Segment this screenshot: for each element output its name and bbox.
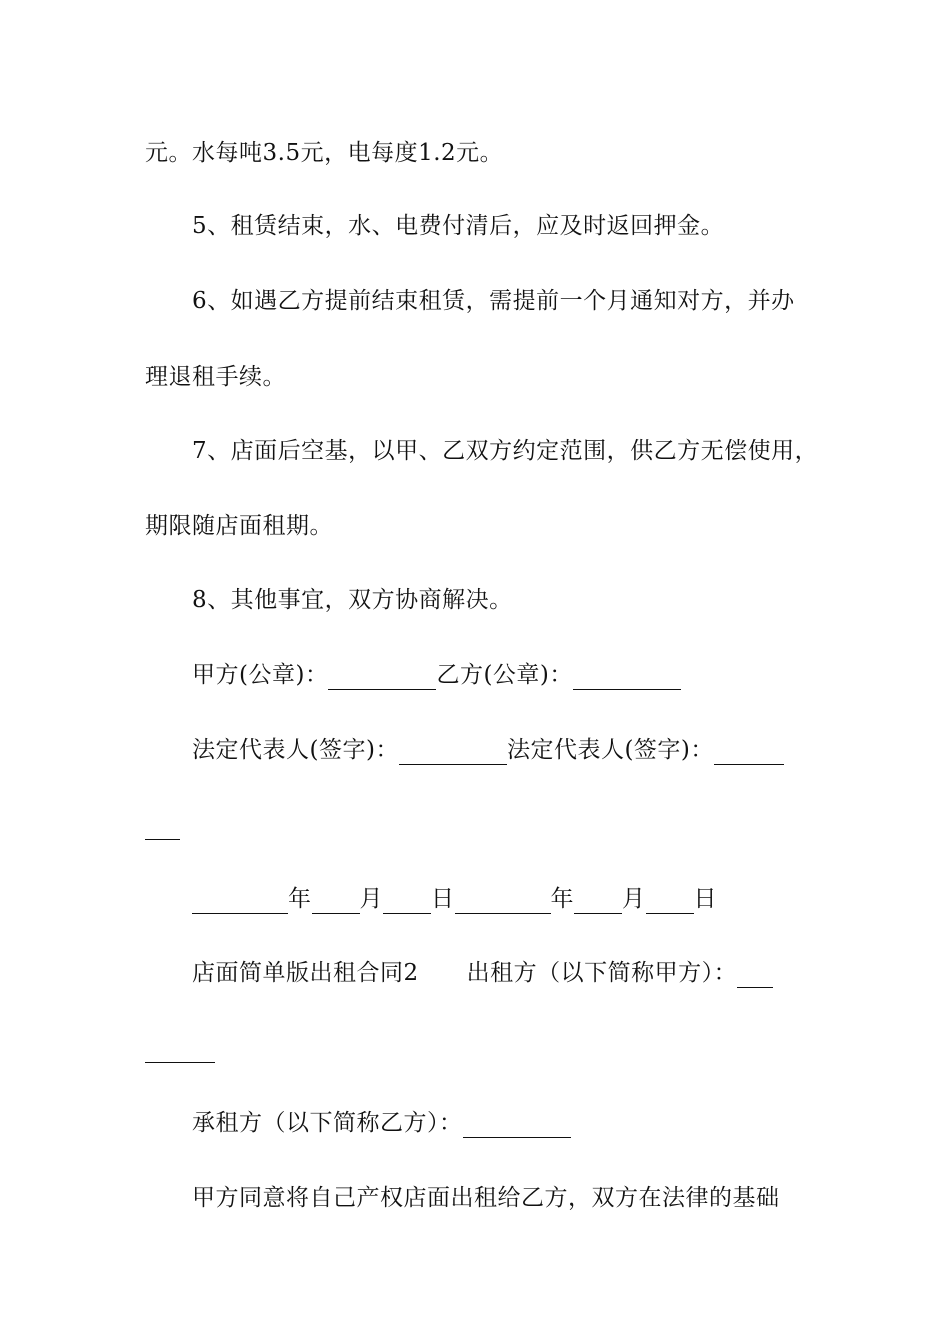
paragraph-line: 元。水每吨3.5元，电每度1.2元。 <box>145 140 504 166</box>
lessee-blank[interactable] <box>463 1111 571 1138</box>
lessee-label: 承租方（以下简称乙方）： <box>192 1110 463 1136</box>
party-a-seal-label: 甲方(公章)： <box>192 662 329 688</box>
date-b-day-label: 日 <box>693 886 717 912</box>
clause-5: 5、租赁结束，水、电费付清后，应及时返回押金。 <box>192 213 725 239</box>
date-a-day-label: 日 <box>431 886 455 912</box>
representative-line <box>192 735 872 765</box>
clause-6: 6、如遇乙方提前结束租赁，需提前一个月通知对方，并办 <box>192 288 795 314</box>
lessor-blank-continued-line <box>145 1033 825 1063</box>
lessor-blank[interactable] <box>737 961 773 988</box>
rep-b-signature-blank[interactable] <box>714 738 784 765</box>
lessee-line <box>192 1108 872 1138</box>
contract2-title: 店面简单版出租合同2 <box>192 960 419 986</box>
clause-7: 7、店面后空基，以甲、乙双方约定范围，供乙方无偿使用， <box>192 438 819 464</box>
party-a-seal-blank[interactable] <box>328 663 436 690</box>
rep-b-signature-blank-continued[interactable] <box>145 813 180 840</box>
date-a-month-label: 月 <box>359 886 383 912</box>
date-b-month-blank[interactable] <box>574 887 622 914</box>
party-b-seal-label: 乙方(公章)： <box>436 662 573 688</box>
party-seal-line <box>192 660 872 690</box>
rep-a-label: 法定代表人(签字)： <box>192 737 399 763</box>
date-a-year-label: 年 <box>288 886 312 912</box>
lessor-blank-continued[interactable] <box>145 1036 215 1063</box>
representative-line-continued <box>145 810 825 840</box>
contract2-heading-line <box>192 958 872 988</box>
lessor-label: 出租方（以下简称甲方）： <box>466 960 738 986</box>
date-b-day-blank[interactable] <box>646 887 694 914</box>
party-b-seal-blank[interactable] <box>573 663 681 690</box>
date-a-year-blank[interactable] <box>192 887 288 914</box>
date-a-month-blank[interactable] <box>312 887 360 914</box>
clause-8: 8、其他事宜，双方协商解决。 <box>192 587 513 613</box>
rep-b-label: 法定代表人(签字)： <box>506 737 714 763</box>
clause-6-continued: 理退租手续。 <box>145 364 286 390</box>
date-a-day-blank[interactable] <box>383 887 431 914</box>
date-line <box>192 884 872 914</box>
date-b-month-label: 月 <box>622 886 646 912</box>
rep-a-signature-blank[interactable] <box>399 738 507 765</box>
clause-7-continued: 期限随店面租期。 <box>145 513 333 539</box>
contract2-intro: 甲方同意将自己产权店面出租给乙方，双方在法律的基础 <box>192 1185 780 1211</box>
date-b-year-label: 年 <box>550 886 574 912</box>
date-b-year-blank[interactable] <box>455 887 551 914</box>
